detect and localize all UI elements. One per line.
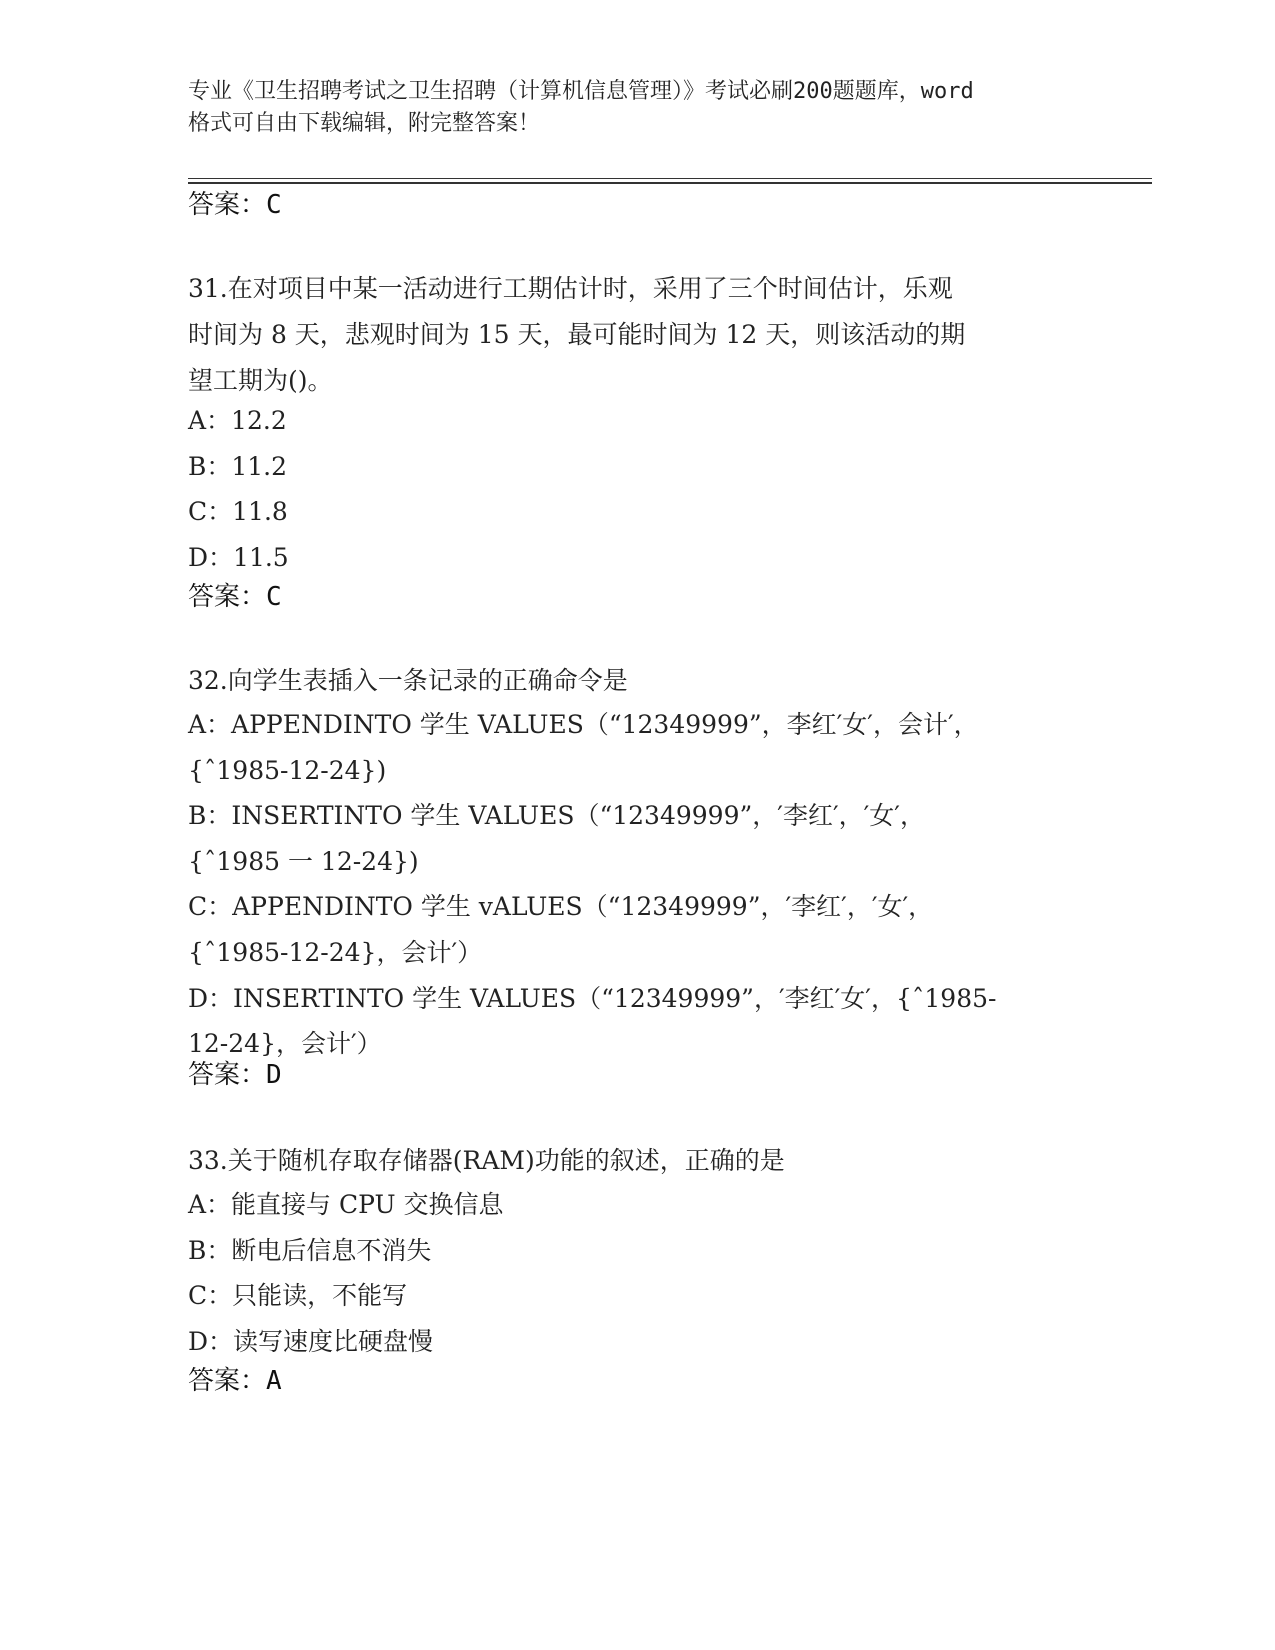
option-b: B：断电后信息不消失: [188, 1235, 432, 1265]
option-b: B：11.2: [188, 451, 288, 481]
option-c: C：APPENDINTO 学生 vALUES（“12349999”，′李红′，′女′，: [188, 892, 934, 922]
option-a-continued: {ˆ1985-12-24}): [188, 755, 387, 785]
question-33-answer: 答案：A: [188, 1366, 282, 1396]
option-c-continued: {ˆ1985-12-24}，会计′）: [188, 937, 483, 967]
question-stem-line: 望工期为()。: [188, 366, 333, 395]
question-33-options: [188, 1182, 1068, 1364]
header-line-2: 格式可自由下载编辑，附完整答案！: [188, 111, 541, 136]
option-a: A：能直接与 CPU 交换信息: [188, 1190, 504, 1219]
option-d: D：INSERTINTO 学生 VALUES（“12349999”，′李红′女′，{ˆ1985-: [188, 983, 997, 1013]
question-31: [188, 266, 1068, 404]
option-c: C：11.8: [188, 497, 288, 527]
question-stem-line: 33.关于随机存取存储器(RAM)功能的叙述，正确的是: [188, 1146, 785, 1175]
document-header: [188, 76, 1128, 140]
option-d: D：读写速度比硬盘慢: [188, 1326, 434, 1356]
question-32-options: [188, 702, 1068, 1067]
question-stem-line: 32.向学生表插入一条记录的正确命令是: [188, 666, 628, 695]
header-divider-thin: [188, 178, 1152, 179]
header-divider-thick: [188, 182, 1152, 184]
option-d-continued: 12-24}，会计′）: [188, 1029, 382, 1059]
option-a: A：12.2: [188, 406, 287, 435]
previous-answer: 答案：C: [188, 190, 282, 220]
option-b-continued: {ˆ1985 一 12-24}): [188, 846, 419, 876]
question-stem-line: 时间为 8 天，悲观时间为 15 天，最可能时间为 12 天，则该活动的期: [188, 320, 966, 349]
header-line-1: 专业《卫生招聘考试之卫生招聘（计算机信息管理）》考试必刷200题题库，word: [188, 79, 974, 104]
option-d: D：11.5: [188, 542, 289, 572]
option-b: B：INSERTINTO 学生 VALUES（“12349999”，′李红′，′女′，: [188, 801, 925, 831]
option-c: C：只能读，不能写: [188, 1281, 408, 1311]
question-33: [188, 1138, 1068, 1184]
option-a: A：APPENDINTO 学生 VALUES（“12349999”，李红′女′，会计′，: [188, 710, 979, 739]
question-31-options: [188, 398, 1068, 580]
question-32-answer: 答案：D: [188, 1060, 282, 1090]
question-32: [188, 658, 1068, 704]
question-31-answer: 答案：C: [188, 582, 282, 612]
question-stem-line: 31.在对项目中某一活动进行工期估计时，采用了三个时间估计，乐观: [188, 274, 953, 303]
